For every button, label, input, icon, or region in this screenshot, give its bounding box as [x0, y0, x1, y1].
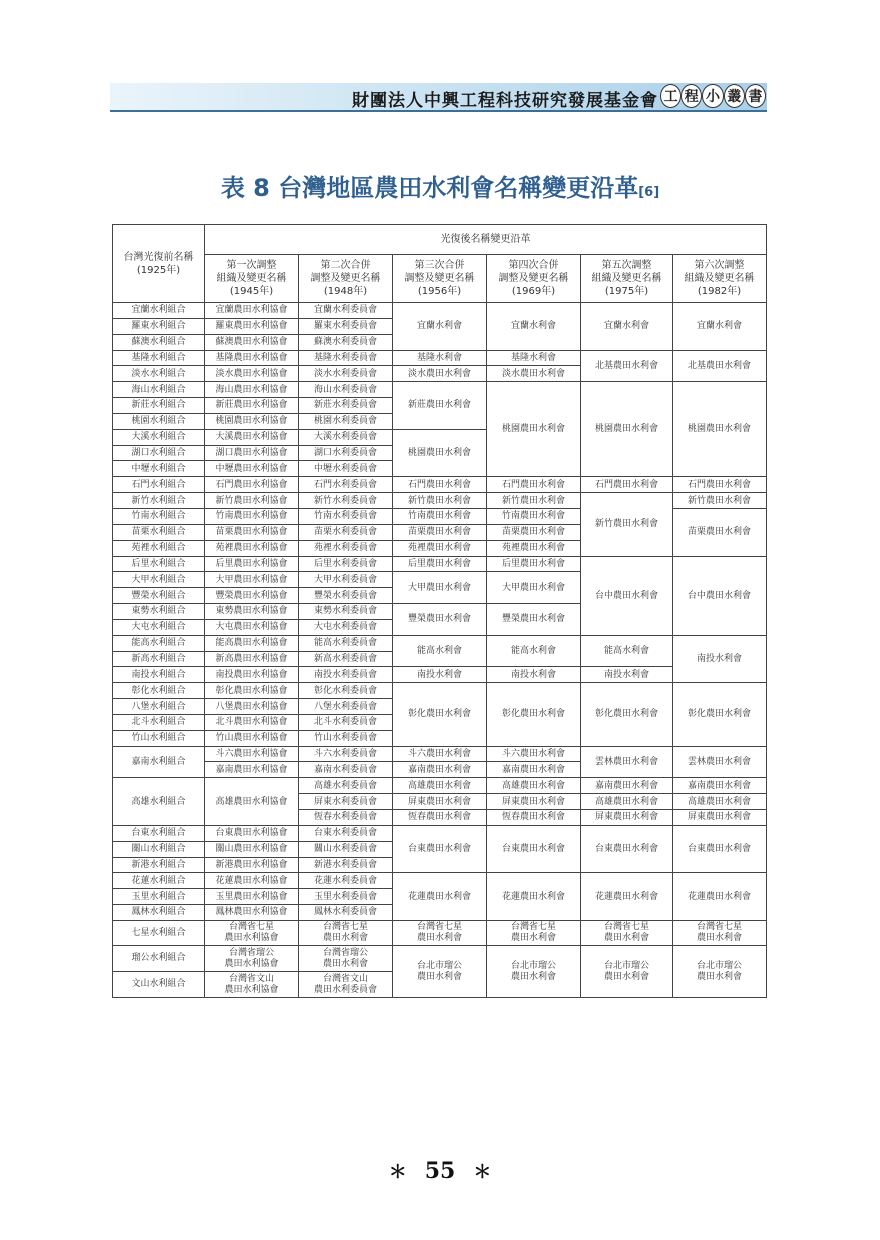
table-row: [113, 303, 767, 319]
table-cell: 海山水利組合: [113, 382, 205, 398]
table-title: [0, 168, 880, 203]
table-cell: 花蓮農田水利會: [393, 873, 487, 921]
table-cell: 高雄農田水利會: [393, 778, 487, 794]
table-cell: 彰化水利組合: [113, 683, 205, 699]
table-cell: 花蓮農田水利會: [673, 873, 767, 921]
table-cell: 竹南農田水利協會: [205, 508, 299, 524]
table-cell: 苑裡農田水利協會: [205, 540, 299, 556]
series-badge: [660, 84, 766, 109]
header-adjust-5: 第五次調整 組織及變更名稱 (1975年): [581, 255, 673, 303]
table-cell: 鳳林農田水利協會: [205, 905, 299, 921]
table-cell: 基隆水利會: [487, 350, 581, 366]
series-char: 小: [702, 84, 723, 108]
table-cell: 豐榮農田水利會: [487, 604, 581, 636]
table-cell: 能高水利組合: [113, 635, 205, 651]
table-cell: 中壢水利組合: [113, 461, 205, 477]
table-cell: 苗栗農田水利會: [487, 524, 581, 540]
table-cell: 基隆農田水利協會: [205, 350, 299, 366]
table-cell: 台灣省七星 農田水利會: [299, 920, 393, 946]
table-cell: 桃園農田水利會: [487, 382, 581, 477]
table-cell: 石門水利委員會: [299, 477, 393, 493]
table-cell: 羅東農田水利協會: [205, 318, 299, 334]
table-cell: 南投水利委員會: [299, 667, 393, 683]
table-cell: 宜蘭水利會: [673, 303, 767, 351]
table-cell: 高雄水利委員會: [299, 778, 393, 794]
table-cell: 豐榮水利委員會: [299, 588, 393, 604]
table-cell: 屏東農田水利會: [581, 810, 673, 826]
table-cell: 大溪農田水利協會: [205, 429, 299, 445]
table-cell: 大屯水利組合: [113, 619, 205, 635]
table-cell: 湖口水利委員會: [299, 445, 393, 461]
table-cell: 蘇澳水利委員會: [299, 334, 393, 350]
star-icon: ＊: [473, 1162, 492, 1183]
table-cell: 能高水利會: [581, 635, 673, 667]
table-cell: 台中農田水利會: [673, 556, 767, 635]
table-cell: 東勢水利組合: [113, 604, 205, 620]
table-cell: 斗六農田水利會: [393, 746, 487, 762]
table-cell: 新港水利委員會: [299, 857, 393, 873]
table-cell: 竹山水利委員會: [299, 730, 393, 746]
table-row: [113, 920, 767, 946]
table-cell: 湖口水利組合: [113, 445, 205, 461]
table-cell: 竹南水利委員會: [299, 508, 393, 524]
table-cell: 苗栗水利組合: [113, 524, 205, 540]
table-cell: 竹南農田水利會: [393, 508, 487, 524]
table-cell: 石門農田水利會: [487, 477, 581, 493]
table-cell: 台東農田水利會: [487, 825, 581, 873]
table-cell: 豐榮農田水利協會: [205, 588, 299, 604]
table-cell: 彰化農田水利會: [581, 683, 673, 746]
table-cell: 新竹農田水利協會: [205, 493, 299, 509]
table-cell: 彰化農田水利會: [487, 683, 581, 746]
table-row: [113, 635, 767, 651]
table-cell: 豐榮農田水利會: [393, 604, 487, 636]
table-cell: 嘉南農田水利會: [673, 778, 767, 794]
table-cell: 台北市瑠公 農田水利會: [393, 946, 487, 998]
table-cell: 湖口農田水利協會: [205, 445, 299, 461]
table-cell: 台灣省瑠公 農田水利會: [299, 946, 393, 972]
table-cell: 嘉南農田水利會: [393, 762, 487, 778]
table-cell: 石門農田水利會: [393, 477, 487, 493]
table-cell: 台東農田水利會: [581, 825, 673, 873]
table-cell: 后里農田水利協會: [205, 556, 299, 572]
table-cell: 苑裡農田水利會: [393, 540, 487, 556]
table-cell: 大甲農田水利會: [393, 572, 487, 604]
series-char: 書: [745, 84, 766, 108]
table-cell: 南投水利會: [487, 667, 581, 683]
page-footer: [0, 1158, 880, 1184]
table-cell: 宜蘭水利組合: [113, 303, 205, 319]
org-name: 財團法人中興工程科技研究發展基金會: [352, 91, 658, 111]
table-cell: 新港農田水利協會: [205, 857, 299, 873]
table-cell: 蘇澳農田水利協會: [205, 334, 299, 350]
series-char: 程: [681, 84, 702, 108]
table-cell: 新莊農田水利協會: [205, 398, 299, 414]
table-row: [113, 825, 767, 841]
table-cell: 后里水利組合: [113, 556, 205, 572]
series-char: 叢: [724, 84, 745, 108]
series-char: 工: [660, 84, 681, 108]
table-cell: 玉里農田水利協會: [205, 889, 299, 905]
table-row: [113, 946, 767, 972]
table-cell: 台灣省七星 農田水利協會: [205, 920, 299, 946]
table-cell: 石門農田水利會: [673, 477, 767, 493]
table-cell: 基隆水利會: [393, 350, 487, 366]
table-cell: 后里水利委員會: [299, 556, 393, 572]
table-cell: 北斗水利委員會: [299, 714, 393, 730]
table-cell: 文山水利組合: [113, 972, 205, 998]
table-cell: 新高水利委員會: [299, 651, 393, 667]
header-adjust-1: 第一次調整 組織及變更名稱 (1945年): [205, 255, 299, 303]
table-cell: 台灣省七星 農田水利會: [393, 920, 487, 946]
table-cell: 屏東農田水利會: [393, 794, 487, 810]
table-cell: 中壢農田水利協會: [205, 461, 299, 477]
table-body: [113, 303, 767, 998]
table-cell: 恆春農田水利會: [487, 810, 581, 826]
table-cell: 台東農田水利會: [673, 825, 767, 873]
table-cell: 新竹農田水利會: [393, 493, 487, 509]
table-cell: 台東水利委員會: [299, 825, 393, 841]
table-cell: 新竹農田水利會: [487, 493, 581, 509]
table-cell: 苑裡農田水利會: [487, 540, 581, 556]
table-cell: 彰化農田水利會: [393, 683, 487, 746]
table-cell: 台灣省瑠公 農田水利協會: [205, 946, 299, 972]
table-cell: 斗六農田水利協會: [205, 746, 299, 762]
table-row: [113, 493, 767, 509]
table-cell: 台北市瑠公 農田水利會: [673, 946, 767, 998]
header-adjust-3: 第三次合併 調整及變更名稱 (1956年): [393, 255, 487, 303]
header-adjust-6: 第六次調整 組織及變更名稱 (1982年): [673, 255, 767, 303]
irrigation-association-table: [112, 224, 767, 998]
table-cell: 宜蘭農田水利協會: [205, 303, 299, 319]
table-cell: 屏東農田水利會: [487, 794, 581, 810]
table-cell: 大屯農田水利協會: [205, 619, 299, 635]
table-cell: 屏東農田水利會: [673, 810, 767, 826]
table-cell: 八堡農田水利協會: [205, 699, 299, 715]
table-cell: 嘉南水利委員會: [299, 762, 393, 778]
header-adjust-4: 第四次合併 調整及變更名稱 (1969年): [487, 255, 581, 303]
table-cell: 東勢水利委員會: [299, 604, 393, 620]
table-cell: 台中農田水利會: [581, 556, 673, 635]
table-cell: 花蓮水利組合: [113, 873, 205, 889]
table-cell: 北基農田水利會: [673, 350, 767, 382]
table-cell: 新莊農田水利會: [393, 382, 487, 430]
table-cell: 關山農田水利協會: [205, 841, 299, 857]
table-row: [113, 477, 767, 493]
table-cell: 能高水利會: [393, 635, 487, 667]
table-cell: 南投水利會: [393, 667, 487, 683]
table-cell: 高雄農田水利會: [673, 794, 767, 810]
table-cell: 花蓮農田水利會: [581, 873, 673, 921]
table-cell: 北斗水利組合: [113, 714, 205, 730]
table-cell: 竹南水利組合: [113, 508, 205, 524]
table-cell: 關山水利委員會: [299, 841, 393, 857]
table-cell: 竹南農田水利會: [487, 508, 581, 524]
table-cell: 苗栗水利委員會: [299, 524, 393, 540]
table-cell: 新竹水利委員會: [299, 493, 393, 509]
table-cell: 花蓮農田水利協會: [205, 873, 299, 889]
star-icon: ＊: [388, 1162, 407, 1183]
table-cell: 南投農田水利協會: [205, 667, 299, 683]
table-cell: 淡水農田水利協會: [205, 366, 299, 382]
table-title-text: 表 8 台灣地區農田水利會名稱變更沿革: [220, 174, 639, 202]
table-cell: 桃園農田水利會: [673, 382, 767, 477]
table-cell: 石門農田水利會: [581, 477, 673, 493]
table-cell: 新港水利組合: [113, 857, 205, 873]
table-cell: 宜蘭水利會: [393, 303, 487, 351]
table-cell: 能高水利委員會: [299, 635, 393, 651]
table-cell: 后里農田水利會: [487, 556, 581, 572]
table-cell: 台東農田水利協會: [205, 825, 299, 841]
table-cell: 后里農田水利會: [393, 556, 487, 572]
table-cell: 嘉南農田水利會: [581, 778, 673, 794]
table-cell: 苗栗農田水利協會: [205, 524, 299, 540]
table-title-ref: [6]: [638, 185, 660, 200]
table-cell: 宜蘭水利委員會: [299, 303, 393, 319]
table-cell: 桃園水利組合: [113, 413, 205, 429]
table-cell: 基隆水利組合: [113, 350, 205, 366]
table-cell: 彰化農田水利協會: [205, 683, 299, 699]
table-cell: 台灣省七星 農田水利會: [487, 920, 581, 946]
table-cell: 嘉南農田水利協會: [205, 762, 299, 778]
table-cell: 花蓮水利委員會: [299, 873, 393, 889]
table-cell: 彰化水利委員會: [299, 683, 393, 699]
table-cell: 台灣省文山 農田水利委員會: [299, 972, 393, 998]
table-cell: 北斗農田水利協會: [205, 714, 299, 730]
table-cell: 台灣省七星 農田水利會: [673, 920, 767, 946]
table-cell: 新竹水利組合: [113, 493, 205, 509]
table-cell: 高雄水利組合: [113, 778, 205, 826]
table-cell: 石門農田水利協會: [205, 477, 299, 493]
table-cell: 嘉南水利組合: [113, 746, 205, 778]
table-cell: 彰化農田水利會: [673, 683, 767, 746]
table-cell: 蘇澳水利組合: [113, 334, 205, 350]
table-cell: 海山農田水利協會: [205, 382, 299, 398]
table-cell: 北基農田水利會: [581, 350, 673, 382]
table-cell: 鳳林水利委員會: [299, 905, 393, 921]
table-cell: 竹山農田水利協會: [205, 730, 299, 746]
table-cell: 嘉南農田水利會: [487, 762, 581, 778]
table-cell: 台北市瑠公 農田水利會: [581, 946, 673, 998]
table-cell: 宜蘭水利會: [487, 303, 581, 351]
table-cell: 淡水水利委員會: [299, 366, 393, 382]
table-row: [113, 683, 767, 699]
table-row: [113, 778, 767, 794]
table-cell: 大甲水利組合: [113, 572, 205, 588]
table-cell: 八堡水利委員會: [299, 699, 393, 715]
table-cell: 淡水農田水利會: [393, 366, 487, 382]
table-cell: 苑裡水利組合: [113, 540, 205, 556]
table-cell: 苗栗農田水利會: [673, 508, 767, 556]
table-cell: 桃園農田水利會: [581, 382, 673, 477]
table-cell: 台東水利組合: [113, 825, 205, 841]
table-cell: 八堡水利組合: [113, 699, 205, 715]
table-cell: 新高水利組合: [113, 651, 205, 667]
table-row: [113, 382, 767, 398]
table-cell: 斗六水利委員會: [299, 746, 393, 762]
table-cell: 雲林農田水利會: [581, 746, 673, 778]
table-cell: 東勢農田水利協會: [205, 604, 299, 620]
table-cell: 高雄農田水利協會: [205, 778, 299, 826]
header-pre-war-name: 台灣光復前名稱 (1925年): [113, 225, 205, 303]
table-cell: 羅東水利委員會: [299, 318, 393, 334]
table-cell: 斗六農田水利會: [487, 746, 581, 762]
table-cell: 新莊水利委員會: [299, 398, 393, 414]
table-cell: 能高農田水利協會: [205, 635, 299, 651]
table-cell: 台東農田水利會: [393, 825, 487, 873]
table-cell: 新竹農田水利會: [581, 493, 673, 556]
table-cell: 台灣省文山 農田水利協會: [205, 972, 299, 998]
table-cell: 屏東水利委員會: [299, 794, 393, 810]
table-cell: 新竹農田水利會: [673, 493, 767, 509]
table-cell: 台灣省七星 農田水利會: [581, 920, 673, 946]
table-cell: 恆春水利委員會: [299, 810, 393, 826]
table-cell: 大甲水利委員會: [299, 572, 393, 588]
table-cell: 苗栗農田水利會: [393, 524, 487, 540]
table-cell: 中壢水利委員會: [299, 461, 393, 477]
table-cell: 淡水水利組合: [113, 366, 205, 382]
table-cell: 大甲農田水利協會: [205, 572, 299, 588]
table-row: [113, 873, 767, 889]
table-cell: 大溪水利委員會: [299, 429, 393, 445]
table-cell: 竹山水利組合: [113, 730, 205, 746]
table-cell: 雲林農田水利會: [673, 746, 767, 778]
table-cell: 花蓮農田水利會: [487, 873, 581, 921]
table-cell: 南投水利會: [581, 667, 673, 683]
table-cell: 高雄農田水利會: [487, 778, 581, 794]
table-cell: 瑠公水利組合: [113, 946, 205, 972]
table-cell: 大甲農田水利會: [487, 572, 581, 604]
table-cell: 羅東水利組合: [113, 318, 205, 334]
table-cell: 海山水利委員會: [299, 382, 393, 398]
table-cell: 桃園農田水利協會: [205, 413, 299, 429]
table-cell: 豐榮水利組合: [113, 588, 205, 604]
table-cell: 石門水利組合: [113, 477, 205, 493]
table-cell: 七星水利組合: [113, 920, 205, 946]
table-cell: 玉里水利委員會: [299, 889, 393, 905]
header-post-war-group: 光復後名稱變更沿革: [205, 225, 767, 255]
table-cell: 苑裡水利委員會: [299, 540, 393, 556]
table-cell: 新高農田水利協會: [205, 651, 299, 667]
table-cell: 桃園水利委員會: [299, 413, 393, 429]
table-cell: 關山水利組合: [113, 841, 205, 857]
table-cell: 基隆水利委員會: [299, 350, 393, 366]
page-number: 55: [424, 1158, 456, 1184]
table-row: [113, 350, 767, 366]
table-row: [113, 746, 767, 762]
table-cell: 宜蘭水利會: [581, 303, 673, 351]
table-row: [113, 667, 767, 683]
table-cell: 大溪水利組合: [113, 429, 205, 445]
table-cell: 能高水利會: [487, 635, 581, 667]
table-cell: 桃園農田水利會: [393, 429, 487, 477]
table-cell: 鳳林水利組合: [113, 905, 205, 921]
table-cell: 恆春農田水利會: [393, 810, 487, 826]
table-cell: 南投水利組合: [113, 667, 205, 683]
table-cell: 淡水農田水利會: [487, 366, 581, 382]
table-cell: 南投水利會: [673, 635, 767, 683]
table-cell: 新莊水利組合: [113, 398, 205, 414]
table-cell: 高雄農田水利會: [581, 794, 673, 810]
table-cell: 台北市瑠公 農田水利會: [487, 946, 581, 998]
header-adjust-2: 第二次合併 調整及變更名稱 (1948年): [299, 255, 393, 303]
table-cell: 大屯水利委員會: [299, 619, 393, 635]
table-row: [113, 556, 767, 572]
table-cell: 玉里水利組合: [113, 889, 205, 905]
